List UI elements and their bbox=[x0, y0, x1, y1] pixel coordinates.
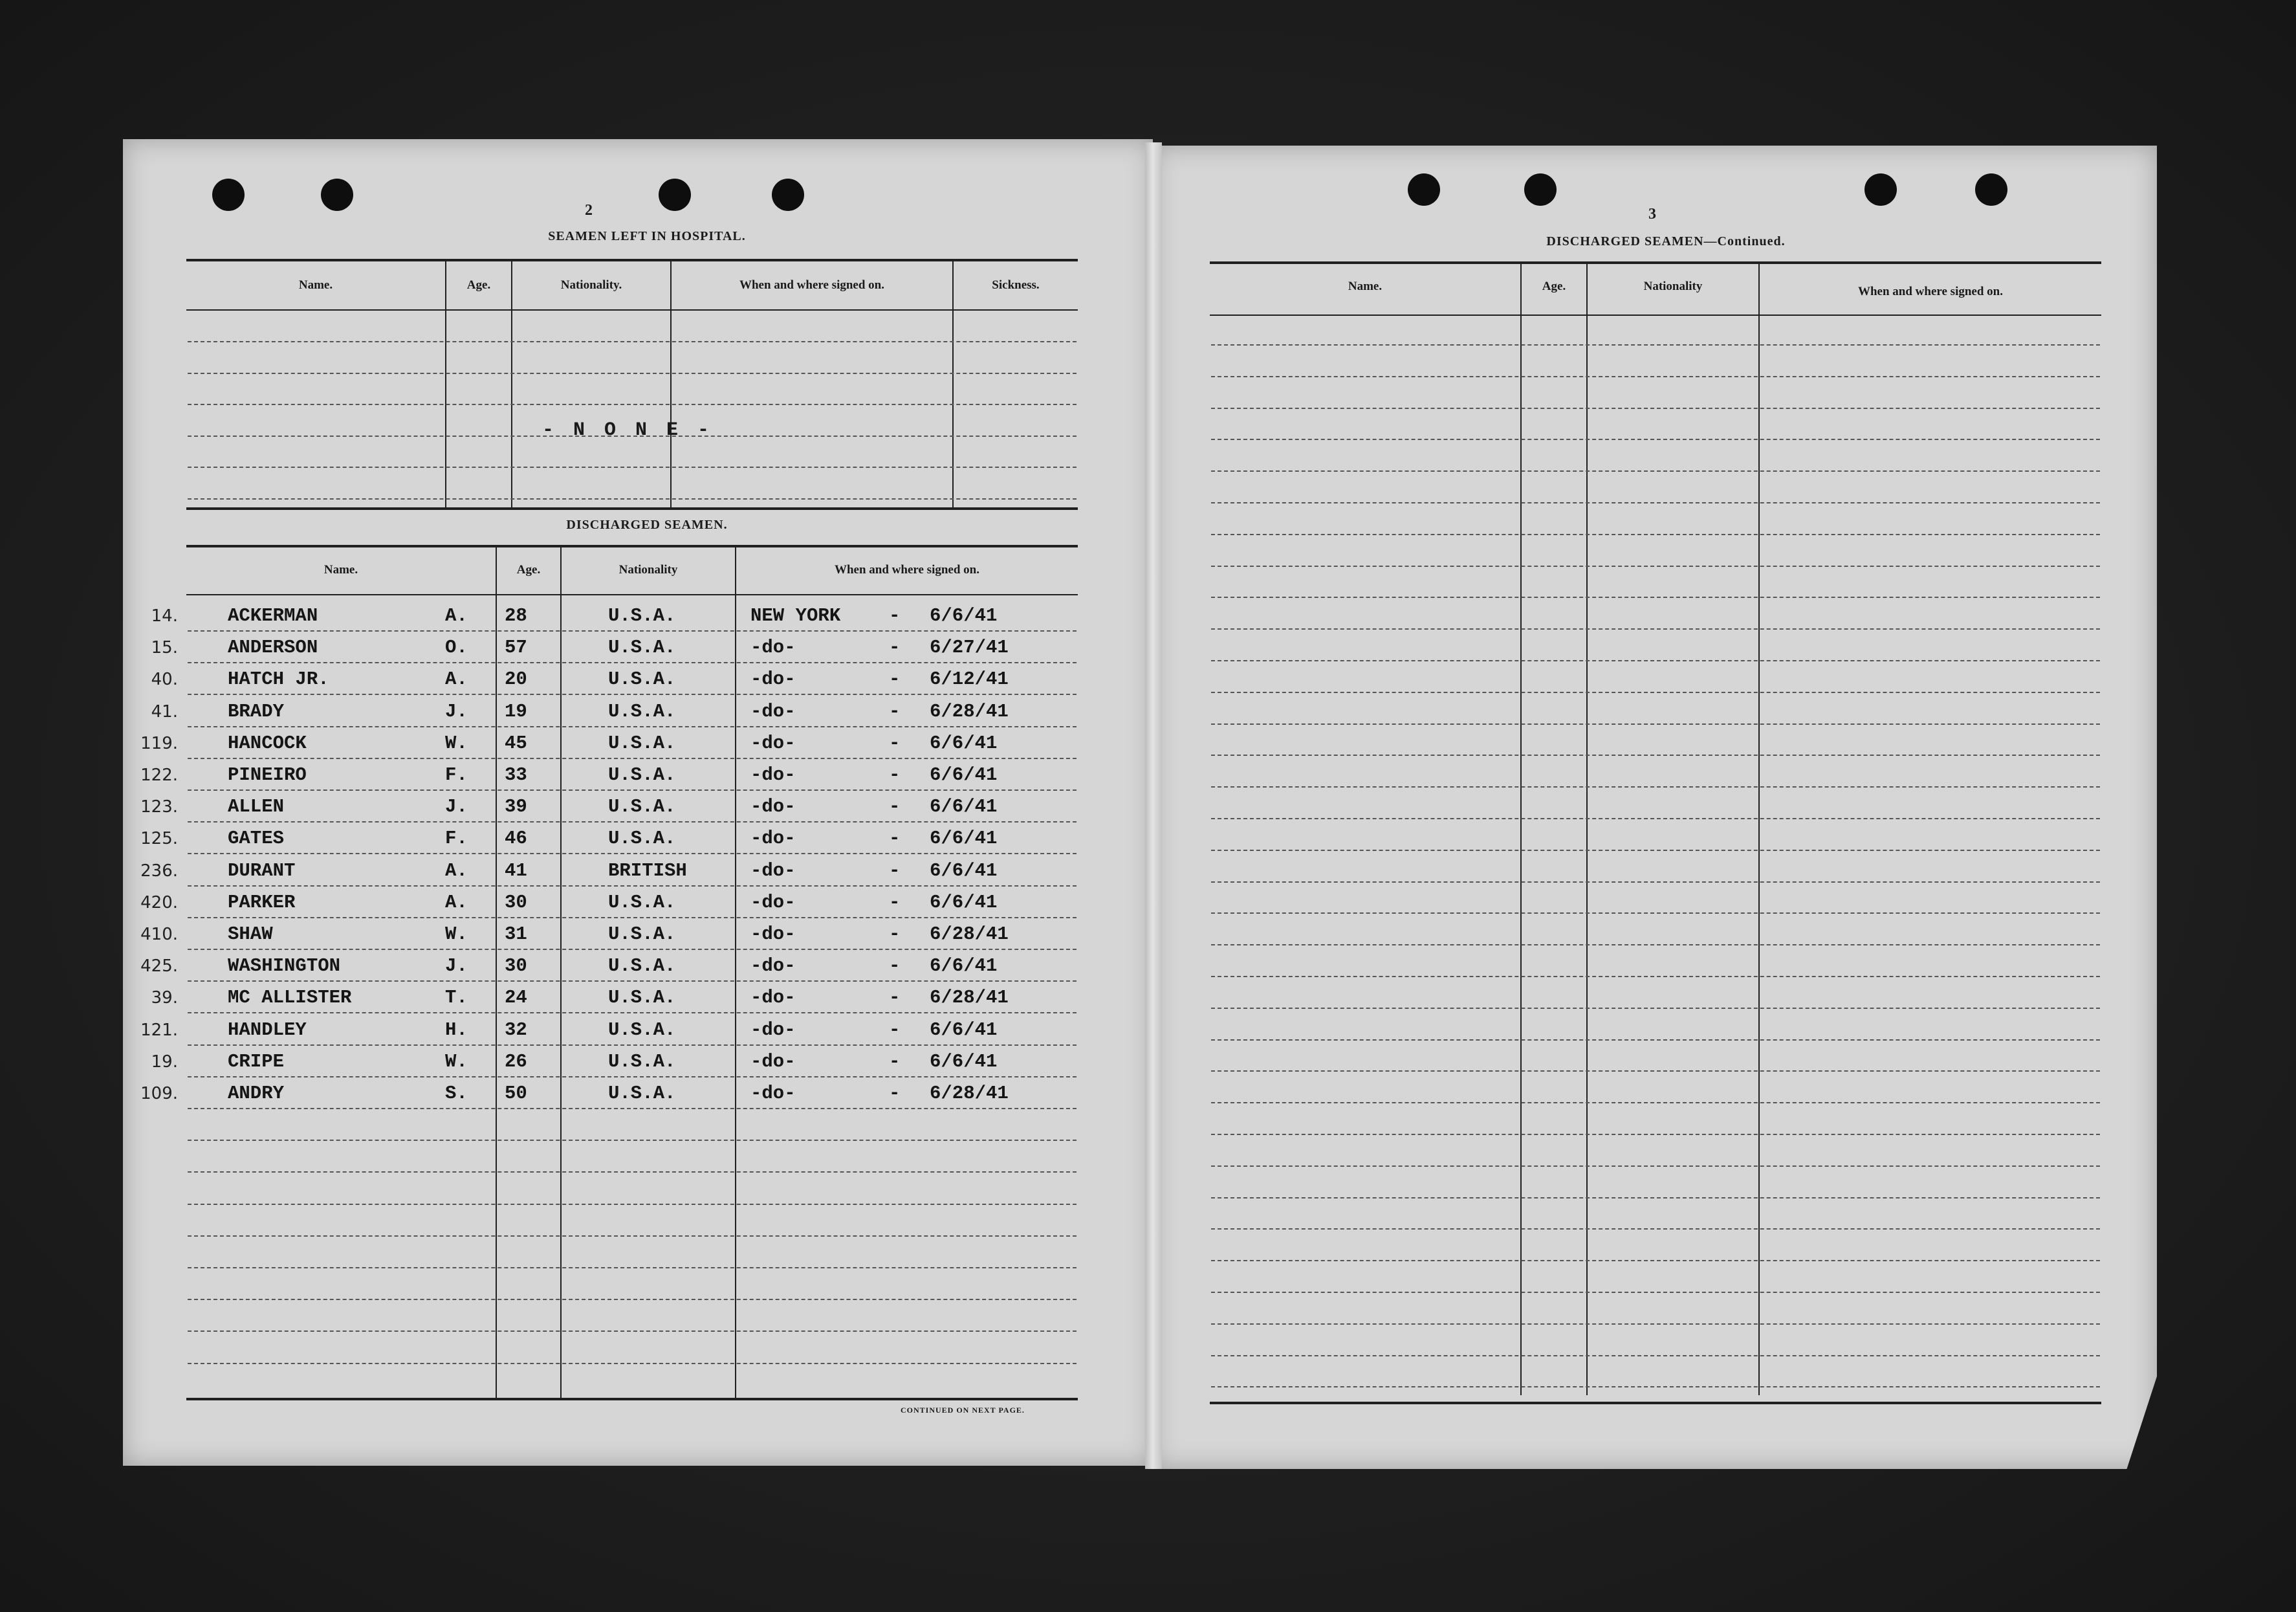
row-dash: - bbox=[889, 828, 901, 850]
row-place: -do- bbox=[750, 923, 796, 945]
row-date: 6/6/41 bbox=[930, 891, 998, 913]
row-num: 410. bbox=[140, 925, 178, 944]
row-age: 41 bbox=[505, 859, 527, 881]
row-name: HATCH JR. bbox=[228, 668, 329, 690]
row-nat: U.S.A. bbox=[608, 891, 676, 913]
ruled-line bbox=[1211, 1039, 2100, 1041]
row-date: 6/12/41 bbox=[930, 668, 1009, 690]
ruled-line bbox=[1211, 1228, 2100, 1230]
row-nat: U.S.A. bbox=[608, 955, 676, 977]
row-name: ANDRY bbox=[228, 1083, 285, 1104]
punch-hole bbox=[1864, 173, 1897, 206]
row-initial: J. bbox=[445, 955, 468, 977]
row-place: -do- bbox=[750, 987, 796, 1009]
row-nat: U.S.A. bbox=[608, 987, 676, 1009]
row-nat: U.S.A. bbox=[608, 828, 676, 850]
right-col-divider bbox=[1758, 264, 1760, 1395]
ruled-line bbox=[1211, 786, 2100, 788]
row-date: 6/6/41 bbox=[930, 1050, 998, 1072]
row-date: 6/6/41 bbox=[930, 764, 998, 786]
row-name: SHAW bbox=[228, 923, 273, 945]
row-place: -do- bbox=[750, 859, 796, 881]
right-col-signed-on: When and where signed on. bbox=[1857, 285, 2003, 298]
ruled-line bbox=[188, 1299, 1077, 1300]
row-date: 6/6/41 bbox=[930, 1019, 998, 1041]
row-name: GATES bbox=[228, 828, 285, 850]
discharged-col-divider bbox=[496, 547, 497, 1398]
row-nat: U.S.A. bbox=[608, 1019, 676, 1041]
row-name: CRIPE bbox=[228, 1050, 285, 1072]
row-date: 6/6/41 bbox=[930, 796, 998, 818]
ruled-line bbox=[1211, 376, 2100, 377]
row-date: 6/28/41 bbox=[930, 923, 1009, 945]
right-col-age: Age. bbox=[1542, 280, 1566, 293]
row-dash: - bbox=[889, 796, 901, 818]
ruled-line bbox=[188, 1204, 1077, 1205]
row-age: 28 bbox=[505, 605, 527, 626]
row-nat: U.S.A. bbox=[608, 764, 676, 786]
row-place: -do- bbox=[750, 828, 796, 850]
row-place: -do- bbox=[750, 891, 796, 913]
row-num: 420. bbox=[140, 892, 178, 912]
row-date: 6/6/41 bbox=[930, 859, 998, 881]
ruled-line bbox=[188, 949, 1077, 950]
row-dash: - bbox=[889, 668, 901, 690]
ruled-line bbox=[188, 1235, 1077, 1237]
row-nat: U.S.A. bbox=[608, 923, 676, 945]
page-spine bbox=[1145, 142, 1162, 1469]
hospital-col-name: Name. bbox=[298, 278, 333, 292]
punch-hole bbox=[212, 179, 245, 211]
punch-hole bbox=[1975, 173, 2007, 206]
row-initial: A. bbox=[445, 859, 468, 881]
row-num: 123. bbox=[140, 797, 178, 817]
right-col-name: Name. bbox=[1348, 280, 1383, 293]
row-date: 6/28/41 bbox=[930, 700, 1009, 722]
right-col-divider bbox=[1520, 264, 1522, 1395]
row-initial: F. bbox=[445, 828, 468, 850]
hospital-col-divider bbox=[952, 261, 954, 507]
row-num: 121. bbox=[140, 1020, 178, 1040]
row-place: -do- bbox=[750, 955, 796, 977]
row-place: -do- bbox=[750, 1083, 796, 1104]
ruled-line bbox=[1211, 1355, 2100, 1356]
discharged-table-bottom-rule bbox=[186, 1398, 1078, 1400]
hospital-heading: SEAMEN LEFT IN HOSPITAL. bbox=[548, 229, 746, 243]
ruled-line bbox=[1211, 502, 2100, 503]
ruled-line bbox=[188, 1108, 1077, 1109]
row-age: 33 bbox=[505, 764, 527, 786]
ruled-line bbox=[1211, 881, 2100, 883]
row-num: 14. bbox=[151, 606, 178, 626]
punch-hole bbox=[1408, 173, 1440, 206]
ruled-line bbox=[1211, 755, 2100, 756]
row-age: 24 bbox=[505, 987, 527, 1009]
row-dash: - bbox=[889, 987, 901, 1009]
row-num: 425. bbox=[140, 956, 178, 977]
discharged-heading: DISCHARGED SEAMEN. bbox=[566, 518, 728, 532]
ruled-line bbox=[1211, 344, 2100, 346]
ruled-line bbox=[1211, 1134, 2100, 1135]
ruled-line bbox=[188, 821, 1077, 823]
page-number-left: 2 bbox=[585, 202, 593, 219]
row-name: ALLEN bbox=[228, 796, 285, 818]
row-nat: U.S.A. bbox=[608, 668, 676, 690]
ruled-line bbox=[188, 885, 1077, 887]
row-initial: T. bbox=[445, 987, 468, 1009]
row-initial: A. bbox=[445, 605, 468, 626]
row-age: 19 bbox=[505, 700, 527, 722]
ruled-line bbox=[188, 404, 1077, 405]
ruled-line bbox=[1211, 692, 2100, 693]
ruled-line bbox=[188, 980, 1077, 982]
hospital-table-bottom-rule bbox=[186, 507, 1078, 510]
ruled-line bbox=[1211, 1197, 2100, 1198]
row-date: 6/6/41 bbox=[930, 605, 998, 626]
row-dash: - bbox=[889, 1083, 901, 1104]
discharged-table-top-rule bbox=[186, 545, 1078, 547]
row-name: HANCOCK bbox=[228, 732, 307, 754]
hospital-header-rule bbox=[186, 309, 1078, 311]
row-nat: U.S.A. bbox=[608, 1083, 676, 1104]
ruled-line bbox=[1211, 1102, 2100, 1103]
row-initial: W. bbox=[445, 1050, 468, 1072]
discharged-header-rule bbox=[186, 594, 1078, 595]
row-age: 50 bbox=[505, 1083, 527, 1104]
row-place: -do- bbox=[750, 796, 796, 818]
row-place: -do- bbox=[750, 1050, 796, 1072]
row-age: 30 bbox=[505, 955, 527, 977]
ruled-line bbox=[188, 789, 1077, 791]
row-dash: - bbox=[889, 923, 901, 945]
ruled-line bbox=[1211, 408, 2100, 409]
ruled-line bbox=[188, 853, 1077, 854]
row-place: NEW YORK bbox=[750, 605, 841, 626]
row-num: 40. bbox=[151, 670, 178, 690]
row-age: 26 bbox=[505, 1050, 527, 1072]
right-col-divider bbox=[1586, 264, 1588, 1395]
punch-hole bbox=[659, 179, 691, 211]
row-name: PINEIRO bbox=[228, 764, 307, 786]
row-nat: U.S.A. bbox=[608, 732, 676, 754]
hospital-col-divider bbox=[670, 261, 672, 507]
row-dash: - bbox=[889, 700, 901, 722]
row-dash: - bbox=[889, 955, 901, 977]
row-num: 125. bbox=[140, 829, 178, 849]
ruled-line bbox=[1211, 976, 2100, 977]
row-age: 30 bbox=[505, 891, 527, 913]
row-initial: A. bbox=[445, 891, 468, 913]
row-initial: J. bbox=[445, 700, 468, 722]
row-num: 19. bbox=[151, 1052, 178, 1072]
ruled-line bbox=[188, 373, 1077, 374]
ruled-line bbox=[188, 1012, 1077, 1013]
row-initial: W. bbox=[445, 732, 468, 754]
row-place: -do- bbox=[750, 732, 796, 754]
row-date: 6/27/41 bbox=[930, 637, 1009, 659]
hospital-col-sickness: Sickness. bbox=[992, 278, 1040, 292]
ruled-line bbox=[188, 467, 1077, 468]
row-initial: F. bbox=[445, 764, 468, 786]
row-name: PARKER bbox=[228, 891, 296, 913]
right-table-bottom-rule bbox=[1210, 1402, 2101, 1404]
ruled-line bbox=[188, 1330, 1077, 1332]
hospital-table-top-rule bbox=[186, 259, 1078, 261]
discharged-col-name: Name. bbox=[323, 563, 358, 577]
row-age: 31 bbox=[505, 923, 527, 945]
discharged-col-divider bbox=[560, 547, 562, 1398]
row-nat: U.S.A. bbox=[608, 796, 676, 818]
right-col-nationality: Nationality bbox=[1643, 280, 1703, 293]
row-initial: W. bbox=[445, 923, 468, 945]
row-initial: S. bbox=[445, 1083, 468, 1104]
row-age: 32 bbox=[505, 1019, 527, 1041]
ruled-line bbox=[1211, 470, 2100, 472]
row-place: -do- bbox=[750, 700, 796, 722]
discharged-col-nationality: Nationality bbox=[618, 563, 678, 577]
row-place: -do- bbox=[750, 637, 796, 659]
row-name: BRADY bbox=[228, 700, 285, 722]
discharged-col-signed-on: When and where signed on. bbox=[834, 563, 979, 577]
hospital-col-signed-on: When and where signed on. bbox=[739, 278, 884, 292]
ruled-line bbox=[1211, 818, 2100, 819]
row-date: 6/28/41 bbox=[930, 1083, 1009, 1104]
right-header-rule bbox=[1210, 315, 2101, 316]
ruled-line bbox=[188, 1140, 1077, 1141]
hospital-none-entry: - N O N E - bbox=[542, 419, 714, 441]
row-dash: - bbox=[889, 732, 901, 754]
ruled-line bbox=[1211, 912, 2100, 914]
row-initial: H. bbox=[445, 1019, 468, 1041]
row-age: 46 bbox=[505, 828, 527, 850]
ruled-line bbox=[1211, 944, 2100, 945]
ruled-line bbox=[188, 694, 1077, 695]
right-table-top-rule bbox=[1210, 261, 2101, 264]
row-name: DURANT bbox=[228, 859, 296, 881]
row-date: 6/6/41 bbox=[930, 828, 998, 850]
ruled-line bbox=[1211, 1323, 2100, 1325]
row-date: 6/28/41 bbox=[930, 987, 1009, 1009]
row-dash: - bbox=[889, 1019, 901, 1041]
row-date: 6/6/41 bbox=[930, 732, 998, 754]
ruled-line bbox=[188, 1076, 1077, 1077]
row-nat: U.S.A. bbox=[608, 637, 676, 659]
hospital-col-divider bbox=[511, 261, 512, 507]
row-age: 45 bbox=[505, 732, 527, 754]
row-date: 6/6/41 bbox=[930, 955, 998, 977]
punch-hole bbox=[1524, 173, 1557, 206]
discharged-col-divider bbox=[735, 547, 736, 1398]
ruled-line bbox=[188, 1363, 1077, 1364]
row-nat: U.S.A. bbox=[608, 1050, 676, 1072]
ruled-line bbox=[1211, 850, 2100, 851]
row-dash: - bbox=[889, 859, 901, 881]
row-num: 122. bbox=[140, 766, 178, 785]
page-number-right: 3 bbox=[1648, 206, 1656, 223]
ruled-line bbox=[188, 341, 1077, 342]
row-dash: - bbox=[889, 891, 901, 913]
row-num: 41. bbox=[151, 701, 178, 722]
row-place: -do- bbox=[750, 1019, 796, 1041]
hospital-col-divider bbox=[445, 261, 446, 507]
row-name: ACKERMAN bbox=[228, 605, 318, 626]
row-initial: J. bbox=[445, 796, 468, 818]
ruled-line bbox=[1211, 723, 2100, 725]
ruled-line bbox=[1211, 1260, 2100, 1261]
row-dash: - bbox=[889, 605, 901, 626]
row-name: HANDLEY bbox=[228, 1019, 307, 1041]
row-place: -do- bbox=[750, 764, 796, 786]
ruled-line bbox=[1211, 1165, 2100, 1167]
discharged-col-age: Age. bbox=[516, 563, 541, 577]
row-num: 39. bbox=[151, 988, 178, 1008]
ruled-line bbox=[188, 1044, 1077, 1046]
punch-hole bbox=[772, 179, 804, 211]
row-nat: BRITISH bbox=[608, 859, 687, 881]
row-num: 236. bbox=[140, 861, 178, 881]
row-name: MC ALLISTER bbox=[228, 987, 352, 1009]
row-num: 15. bbox=[151, 638, 178, 658]
row-num: 109. bbox=[140, 1084, 178, 1103]
row-name: WASHINGTON bbox=[228, 955, 341, 977]
ruled-line bbox=[188, 758, 1077, 759]
row-nat: U.S.A. bbox=[608, 700, 676, 722]
row-place: -do- bbox=[750, 668, 796, 690]
row-dash: - bbox=[889, 637, 901, 659]
ruled-line bbox=[1211, 1008, 2100, 1009]
ruled-line bbox=[188, 917, 1077, 918]
row-dash: - bbox=[889, 1050, 901, 1072]
discharged-continued-heading: DISCHARGED SEAMEN—Continued. bbox=[1546, 234, 1786, 248]
ruled-line bbox=[188, 1267, 1077, 1268]
ruled-line bbox=[1211, 534, 2100, 535]
row-nat: U.S.A. bbox=[608, 605, 676, 626]
punch-hole bbox=[321, 179, 353, 211]
ruled-line bbox=[188, 726, 1077, 727]
ruled-line bbox=[1211, 1386, 2100, 1387]
row-name: ANDERSON bbox=[228, 637, 318, 659]
continued-note: CONTINUED ON NEXT PAGE. bbox=[901, 1406, 1025, 1415]
hospital-col-nationality: Nationality. bbox=[560, 278, 622, 292]
ruled-line bbox=[188, 498, 1077, 500]
ruled-line bbox=[1211, 1292, 2100, 1293]
row-num: 119. bbox=[140, 733, 178, 753]
row-age: 20 bbox=[505, 668, 527, 690]
row-age: 39 bbox=[505, 796, 527, 818]
row-age: 57 bbox=[505, 637, 527, 659]
ruled-line bbox=[1211, 597, 2100, 598]
ruled-line bbox=[1211, 660, 2100, 661]
ruled-line bbox=[1211, 439, 2100, 440]
ruled-line bbox=[1211, 1070, 2100, 1072]
ruled-line bbox=[188, 1171, 1077, 1173]
row-initial: A. bbox=[445, 668, 468, 690]
ruled-line bbox=[1211, 566, 2100, 567]
hospital-col-age: Age. bbox=[466, 278, 491, 292]
row-dash: - bbox=[889, 764, 901, 786]
ruled-line bbox=[1211, 628, 2100, 630]
ruled-line bbox=[188, 662, 1077, 663]
row-initial: O. bbox=[445, 637, 468, 659]
ruled-line bbox=[188, 630, 1077, 632]
